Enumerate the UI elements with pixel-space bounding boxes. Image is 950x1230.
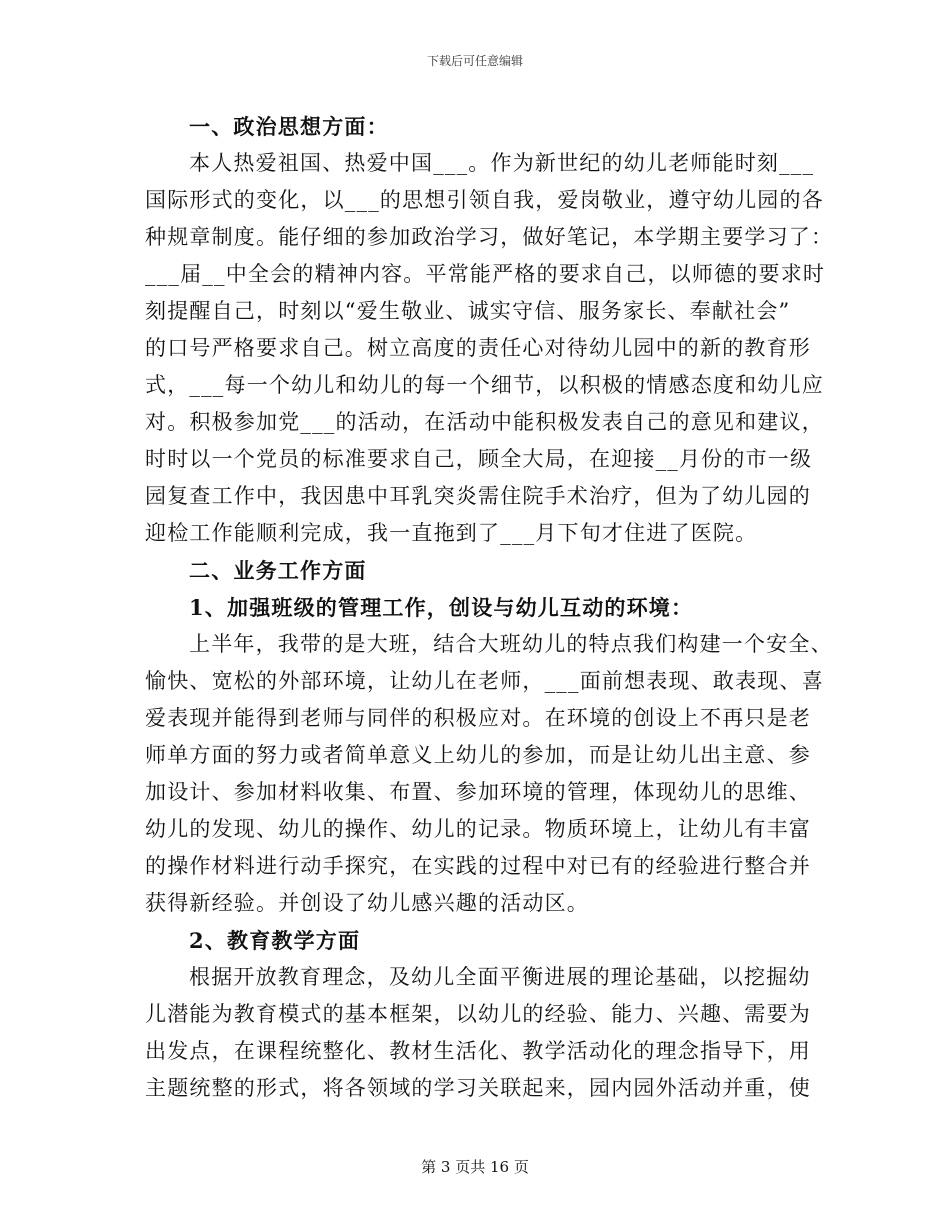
- paragraph-line: 本人热爱祖国、热爱中国___。作为新世纪的幼儿老师能时刻___: [189, 151, 815, 175]
- paragraph-line: 主题统整的形式，将各领域的学习关联起来，园内园外活动并重，使: [145, 1076, 811, 1100]
- subsection-heading-teaching: 2、教育教学方面: [189, 928, 361, 953]
- paragraph-line: 获得新经验。并创设了幼儿感兴趣的活动区。: [145, 891, 589, 915]
- section-heading-politics: 一、政治思想方面：: [189, 114, 389, 139]
- paragraph-line: 爱表现并能得到老师与同伴的积极应对。在环境的创设上不再只是老: [145, 706, 811, 730]
- page-number-footer: 第 3 页共 16 页: [421, 1158, 529, 1176]
- paragraph-line: 出发点，在课程统整化、教材生活化、教学活动化的理念指导下，用: [145, 1039, 811, 1063]
- paragraph-line: ___届__中全会的精神内容。平常能严格的要求自己，以师德的要求时: [145, 262, 826, 286]
- paragraph-line: 上半年，我带的是大班，结合大班幼儿的特点我们构建一个安全、: [189, 632, 833, 656]
- page-header: 下载后可任意编辑: [426, 54, 523, 68]
- paragraph-line: 加设计、参加材料收集、布置、参加环境的管理，体现幼儿的思维、: [145, 780, 811, 804]
- paragraph-line: 师单方面的努力或者简单意义上幼儿的参加，而是让幼儿出主意、参: [145, 743, 811, 767]
- section-heading-business: 二、业务工作方面: [189, 558, 367, 583]
- paragraph-line: 幼儿的发现、幼儿的操作、幼儿的记录。物质环境上，让幼儿有丰富: [145, 817, 811, 841]
- paragraph-line: 种规章制度。能仔细的参加政治学习，做好笔记，本学期主要学习了：: [145, 225, 834, 249]
- paragraph-line: 儿潜能为教育模式的基本框架，以幼儿的经验、能力、兴趣、需要为: [145, 1002, 811, 1026]
- paragraph-line: 园复查工作中，我因患中耳乳突炎需住院手术治疗，但为了幼儿园的: [145, 484, 811, 508]
- paragraph-line: 根据开放教育理念，及幼儿全面平衡进展的理论基础，以挖掘幼: [189, 965, 811, 989]
- paragraph-line: 愉快、宽松的外部环境，让幼儿在老师，___面前想表现、敢表现、喜: [145, 669, 824, 693]
- document-body: [145, 108, 834, 1107]
- paragraph-line: 刻提醒自己，时刻以“爱生敬业、诚实守信、服务家长、奉献社会”: [145, 299, 791, 323]
- paragraph-line: 迎检工作能顺利完成，我一直拖到了___月下旬才住进了医院。: [145, 521, 758, 545]
- paragraph-line: 时时以一个党员的标准要求自己，顾全大局，在迎接__月份的市一级: [145, 447, 813, 471]
- paragraph-line: 式，___每一个幼儿和幼儿的每一个细节，以积极的情感态度和幼儿应: [145, 373, 824, 397]
- paragraph-line: 对。积极参加党___的活动，在活动中能积极发表自己的意见和建议，: [145, 410, 824, 434]
- paragraph-line: 的操作材料进行动手探究，在实践的过程中对已有的经验进行整合并: [145, 854, 811, 878]
- paragraph-line: 国际形式的变化，以___的思想引领自我，爱岗敬业，遵守幼儿园的各: [145, 188, 824, 212]
- subsection-heading-class-management: 1、加强班级的管理工作，创设与幼儿互动的环境：: [189, 595, 694, 620]
- paragraph-line: 的口号严格要求自己。树立高度的责任心对待幼儿园中的新的教育形: [145, 336, 811, 360]
